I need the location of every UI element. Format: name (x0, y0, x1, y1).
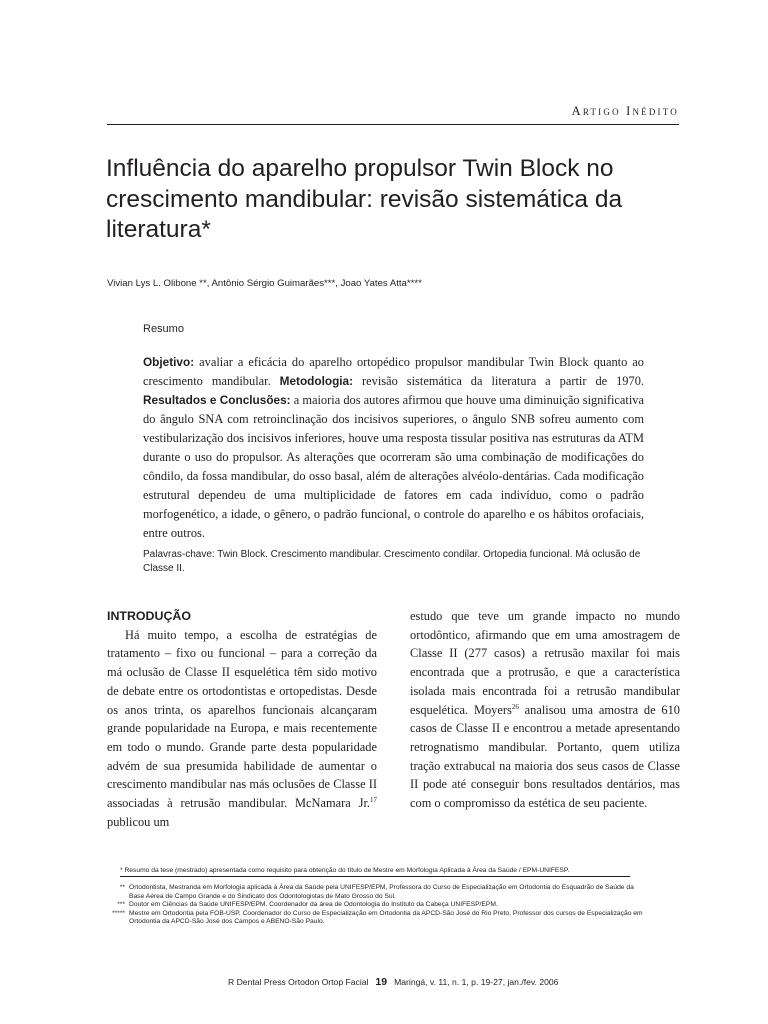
section-heading-introducao: INTRODUÇÃO (107, 609, 191, 623)
body-right-column (410, 607, 680, 813)
footnote-rule (120, 876, 630, 877)
intro-text: Há muito tempo, a escolha de estratégias de tratamento – fixo ou funcional – para a correção da má oclusão de Classe II esquelética têm sido motivo de debate entre os ortodontistas e ortopedistas. Desde os anos trinta, os aparelhos funcionais alcançaram grande popularidade na Europa, e mais recentemente em todo o mundo. Grande parte desta popularidade advém de sua presumida habilidade de aumentar o crescimento mandibular nas más oclusões de Classe II associadas à retrusão mandibular. McNamara Jr. (107, 627, 377, 811)
footnote-text: Ortodontista, Mestranda em Morfologia aplicada à Área da Saúde pela UNIFESP/EPM, Professora do Curso de Especialização em Ortodontia do Esquadrão de Saúde da Base Aérea de Campo Grande e do Sindicato dos Odontologistas de Mato Grosso do Sul. (129, 884, 634, 900)
footnotes (100, 884, 645, 927)
footnote-item (100, 910, 645, 927)
footnote-mark: ** (119, 884, 125, 891)
section-label: Artigo Inédito (571, 104, 679, 118)
intro-paragraph (107, 626, 377, 832)
right-text-1: estudo que teve um grande impacto no mundo ortodôntico, afirmando que em uma amostragem de Classe II (277 casos) a retrusão maxilar foi mais encontrada que a protrusão, e que a característica isolada mais encontrada foi a retrusão mandibular esquelética. Moyers (410, 609, 680, 717)
keywords-label: Palavras-chave: (143, 549, 215, 560)
reference-17: 17 (370, 795, 377, 804)
objetivo-label: Objetivo: (143, 355, 195, 369)
reference-26: 26 (511, 702, 519, 711)
metodologia-text: revisão sistemática da literatura a partir de 1970. (353, 374, 644, 388)
keywords-text: Twin Block. Crescimento mandibular. Crescimento condilar. Ortopedia funcional. Má oclusão de Classe II. (143, 549, 641, 574)
footnote-text: Mestre em Ortodontia pela FOB-USP, Coordenador do Curso de Especialização em Ortodontia da APCD-São José do Rio Preto, Professor dos cursos de Especialização em Ortodontia da APCD-São José dos Campos e ABENO-São Paulo. (129, 909, 643, 926)
footnote-item (100, 901, 645, 910)
right-text-2: analisou uma amostra de 610 casos de Classe II e encontrou a metade apresentando retrognatismo mandibular. Portanto, quem utiliza tração extrabucal na maioria dos seus casos de Classe II pode até conseguir bons resultados dentários, mas com o compromisso da estética de seu paciente. (410, 702, 680, 811)
running-footer (228, 976, 608, 988)
page-number: 19 (375, 976, 388, 988)
footnote-mark: *** (117, 901, 125, 909)
keywords (143, 548, 643, 576)
continued-paragraph (410, 607, 680, 813)
citation: Maringá, v. 11, n. 1, p. 19-27, jan./fev. 2006 (394, 977, 559, 987)
footnote-mark: ***** (111, 909, 125, 917)
footnote-first: * Resumo da tese (mestrado) apresentada como requisito para obtenção do título de Mestre em Morfologia Aplicada à Área da Saúde / EPM-UNIFESP. (120, 867, 570, 874)
abstract (143, 353, 644, 543)
header-rule (107, 124, 679, 125)
journal-name: R Dental Press Ortodon Ortop Facial (228, 977, 369, 987)
intro-tail: publicou um (107, 814, 170, 829)
footnote-text: Doutor em Ciências da Saúde UNIFESP/EPM. Coordenador da área de Odontologia do Instituto da Cabeça UNIFESP/EPM. (129, 901, 498, 909)
metodologia-label: Metodologia: (279, 374, 354, 388)
resultados-label: Resultados e Conclusões: (143, 393, 291, 407)
resultados-text: a maioria dos autores afirmou que houve uma diminuição significativa do ângulo SNA com retroinclinação dos incisivos superiores, o ângulo SNB sofreu aumento com vestibularização dos incisivos inferiores, houve uma resposta tissular positiva nas estruturas da ATM durante o uso do propulsor. As alterações que ocorreram são uma combinação de modificações do côndilo, da fossa mandibular, do osso basal, além de alterações alvéolo-dentárias. Cada modificação estrutural dependeu de uma multiplicidade de fatores em cada indivíduo, como o padrão morfogenético, a idade, o gênero, o padrão funcional, o controle do aparelho e os hábitos orofaciais, entre outros. (143, 393, 644, 540)
footnote-item (100, 884, 645, 901)
abstract-label: Resumo (143, 323, 184, 335)
body-left-column (107, 607, 377, 831)
article-title: Influência do aparelho propulsor Twin Block no crescimento mandibular: revisão sistemática da literatura* (106, 155, 623, 243)
objetivo-text: avaliar a eficácia do aparelho ortopédico propulsor mandibular Twin Block quanto ao crescimento mandibular. (143, 355, 644, 388)
authors: Vivian Lys L. Olibone **, Antônio Sérgio Guimarães***, Joao Yates Atta**** (107, 278, 422, 289)
